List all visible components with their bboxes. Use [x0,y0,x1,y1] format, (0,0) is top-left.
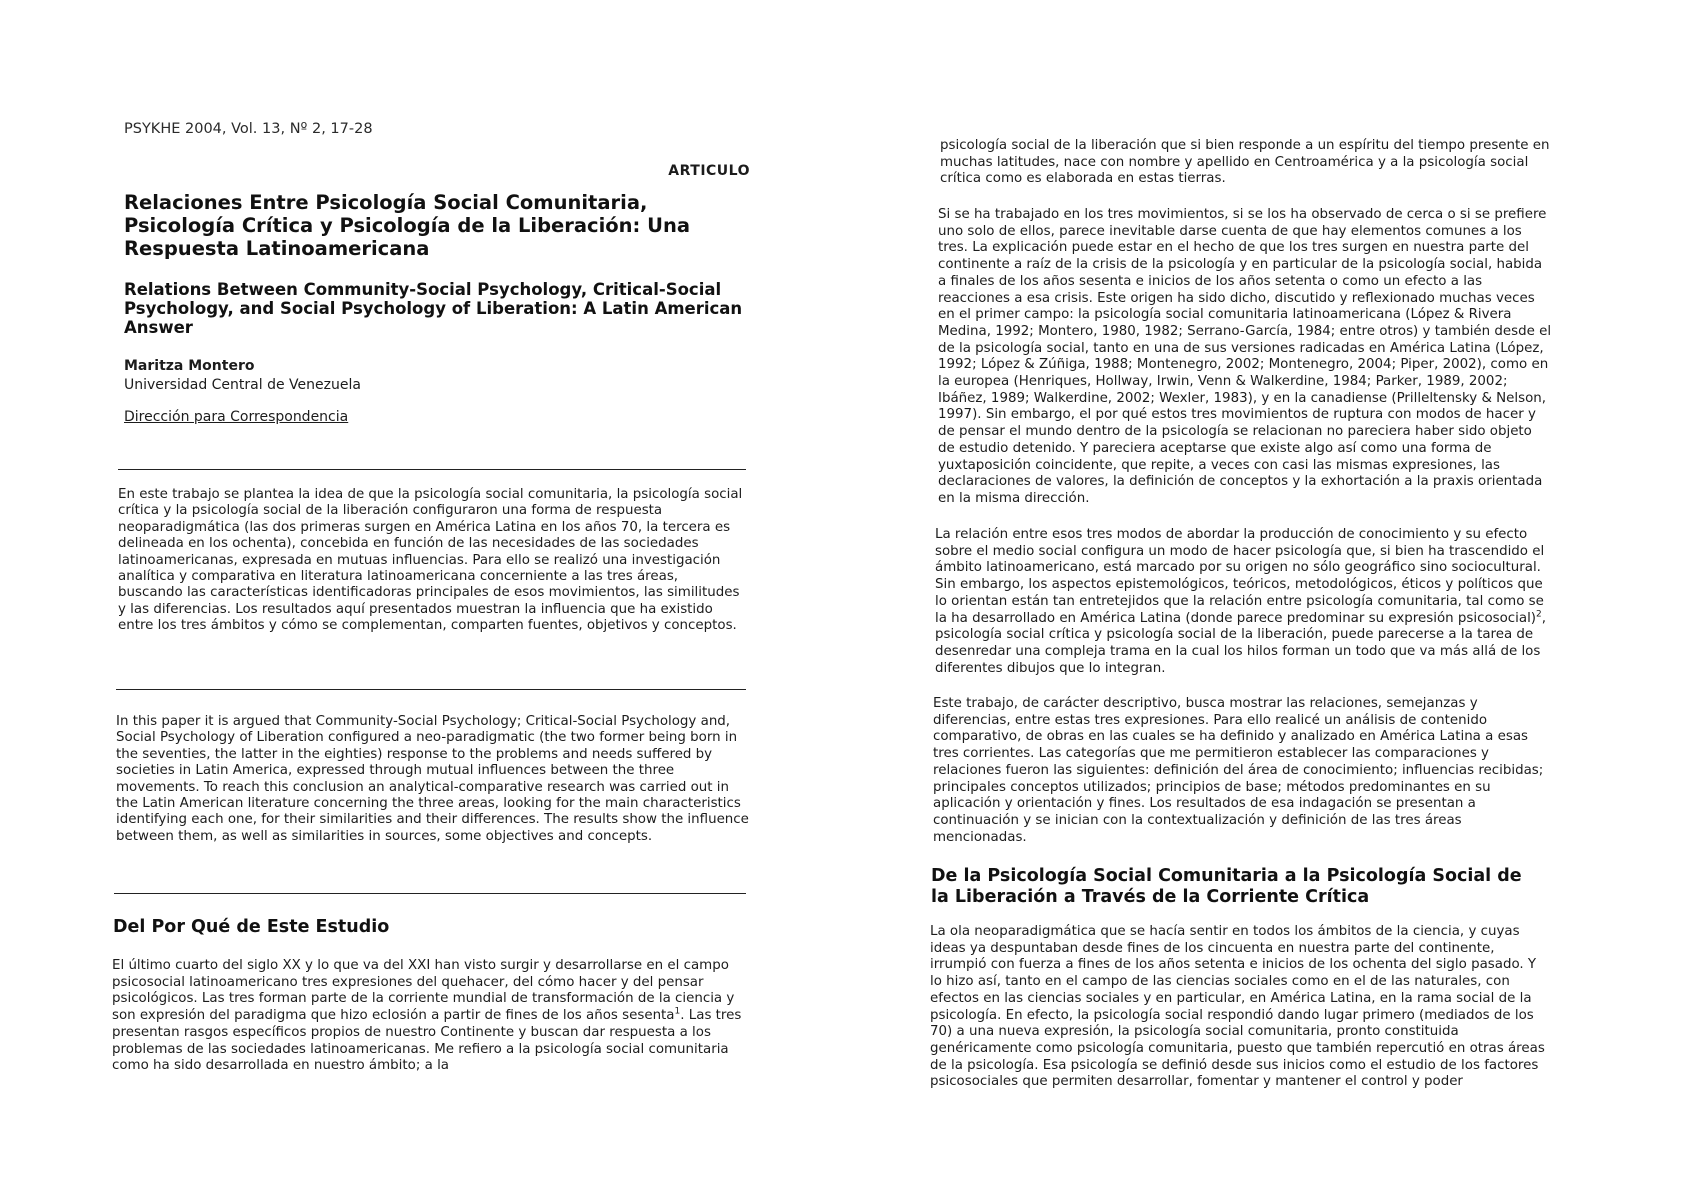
body-paragraph: El último cuarto del siglo XX y lo que va del XXI han visto surgir y desarrollarse en el campo psicosocial latinoamericano tres expresiones del quehacer, del cómo hacer y del pensar psicológicos. Las tres forman parte de la corriente mundial de transformación de la ciencia y son expresión del paradigma que hizo eclosión a partir de fines de los años sesenta$^1$. Las tres presentan rasgos específicos propios de nuestro Continente y buscan dar respuesta a los problemas de las sociedades latinoamericanas. Me refiero a la psicología social comunitaria como ha sido desarrollada en nuestro ámbito; a la [112,958,742,1074]
article-title-english: Relations Between Community-Social Psychology, Critical-Social Psychology, and Social Psychology of Liberation: A Latin American Answer [124,280,743,337]
section-heading: Del Por Qué de Este Estudio [113,917,390,937]
right-page [928,0,1552,1191]
divider-rule [116,689,746,690]
body-paragraph: psicología social de la liberación que si bien responde a un espíritu del tiempo presente en muchas latitudes, nace con nombre y apellido en Centroamérica y a la psicología social crítica como es elaborada en estas tierras. [940,138,1550,187]
author-affiliation: Universidad Central de Venezuela [124,377,361,393]
body-paragraph: Si se ha trabajado en los tres movimientos, si se los ha observado de cerca o si se prefiere uno solo de ellos, parece inevitable darse cuenta de que hay elementos comunes a los tres. La explicación puede estar en el hecho de que los tres surgen en nuestra parte del continente a raíz de la crisis de la psicología y en particular de la psicología social, habida a finales de los años sesenta e inicios de los años setenta o como un efecto a las reacciones a esa crisis. Este origen ha sido dicho, discutido y reflexionado muchas veces en el primer campo: la psicología social comunitaria latinoamericana (López & Rivera Medina, 1992; Montero, 1980, 1982; Serrano-García, 1984; entre otros) y también desde el de la psicología social, tanto en una de sus versiones radicadas en América Latina (López, 1992; López & Zúñiga, 1988; Montenegro, 2002; Montenegro, 2004; Piper, 2002), como en la europea (Henriques, Hollway, Irwin, Venn & Walkerdine, 1984; Parker, 1989, 2002; Ibáñez, 1989; Walkerdine, 2002; Wexler, 1983), y en la canadiense (Prilleltensky & Nelson, 1997). Sin embargo, el por qué estos tres movimientos de ruptura con modos de hacer y de pensar el mundo dentro de la psicología se relacionan no pareciera haber sido objeto de estudio detenido. Y pareciera aceptarse que existe algo así como una forma de yuxtaposición coincidente, que repite, a veces con casi las mismas expresiones, las declaraciones de valores, la definición de conceptos y la exhortación a la praxis orientada en la misma dirección. [938,207,1552,506]
divider-rule [114,893,746,894]
left-page [110,0,750,1191]
abstract-spanish: En este trabajo se plantea la idea de que la psicología social comunitaria, la psicología social crítica y la psicología social de la liberación configuraron una forma de respuesta neoparadigmática (las dos primeras surgen en América Latina en los años 70, la tercera es delineada en los ochenta), concebida en función de las necesidades de las sociedades latinoamericanas, expresada en mutuas influencias. Para ello se realizó una investigación analítica y comparativa en literatura latinoamericana concerniente a las tres áreas, buscando las características identificadoras principales de esos movimientos, las similitudes y las diferencias. Los resultados aquí presentados muestran la influencia que ha existido entre los tres ámbitos y cómo se complementan, comparten fuentes, objetivos y conceptos. [118,487,743,634]
body-paragraph: La relación entre esos tres modos de abordar la producción de conocimiento y su efecto sobre el medio social configura un modo de hacer psicología que, si bien ha trascendido el ámbito latinoamericano, está marcado por su origen no sólo geográfico sino sociocultural. Sin embargo, los aspectos epistemológicos, teóricos, metodológicos, éticos y políticos que lo orientan están tan entretejidos que la relación entre psicología comunitaria, tal como se la ha desarrollado en América Latina (donde parece predominar su expresión psicosocial)$^2$, psicología social crítica y psicología social de la liberación, puede parecerse a la tarea de desenredar una compleja trama en la cual los hilos forman un todo que va más allá de los diferentes dibujos que lo integran. [935,527,1547,676]
divider-rule [118,469,746,470]
section-heading: De la Psicología Social Comunitaria a la Psicología Social de la Liberación a Través de la Corriente Crítica [931,866,1522,907]
body-paragraph: Este trabajo, de carácter descriptivo, busca mostrar las relaciones, semejanzas y diferencias, entre estas tres expresiones. Para ello realicé un análisis de contenido comparativo, de obras en las cuales se ha definido y analizado en América Latina a esas tres corrientes. Las categorías que me permitieron establecer las comparaciones y relaciones fueron las siguientes: definición del área de conocimiento; influencias recibidas; principales conceptos utilizados; principios de base; métodos predominantes en su aplicación y orientación y fines. Los resultados de esa indagación se presentan a continuación y se inician con la contextualización y definición de las tres áreas mencionadas. [933,696,1544,845]
footnote-marker[interactable]: 1 [674,1006,681,1017]
footnote-marker[interactable]: 2 [1536,609,1542,620]
body-paragraph: La ola neoparadigmática que se hacía sentir en todos los ámbitos de la ciencia, y cuyas ideas ya despuntaban desde fines de los cincuenta en nuestra parte del continente, irrumpió con fuerza a fines de los años setenta e inicios de los ochenta del siglo pasado. Y lo hizo así, tanto en el campo de las ciencias sociales como en el de las naturales, con efectos en las ciencias sociales y en particular, en América Latina, en la rama social de la psicología. En efecto, la psicología social respondió dando lugar primero (mediados de los 70) a una nueva expresión, la psicología social comunitaria, pronto constituida genéricamente como psicología comunitaria, puesto que también repercutió en otras áreas de la psicología. Esa psicología se definió desde sus inicios como el estudio de los factores psicosociales que permiten desarrollar, fomentar y mantener el control y poder [930,924,1545,1090]
correspondence-link[interactable]: Dirección para Correspondencia [124,409,349,425]
section-label: ARTICULO [668,163,750,179]
article-title-spanish: Relaciones Entre Psicología Social Comunitaria, Psicología Crítica y Psicología de la Liberación: Una Respuesta Latinoamericana [124,191,691,260]
author-name: Maritza Montero [124,358,255,374]
journal-reference: PSYKHE 2004, Vol. 13, Nº 2, 17-28 [124,121,373,137]
abstract-english: In this paper it is argued that Community-Social Psychology; Critical-Social Psychology and, Social Psychology of Liberation configured a neo-paradigmatic (the two former being born in the seventies, the latter in the eighties) response to the problems and needs suffered by societies in Latin America, expressed through mutual influences between the three movements. To reach this conclusion an analytical-comparative research was carried out in the Latin American literature concerning the three areas, looking for the main characteristics identifying each one, for their similarities and their differences. The results show the influence between them, as well as similarities in sources, some objectives and concepts. [116,714,749,844]
